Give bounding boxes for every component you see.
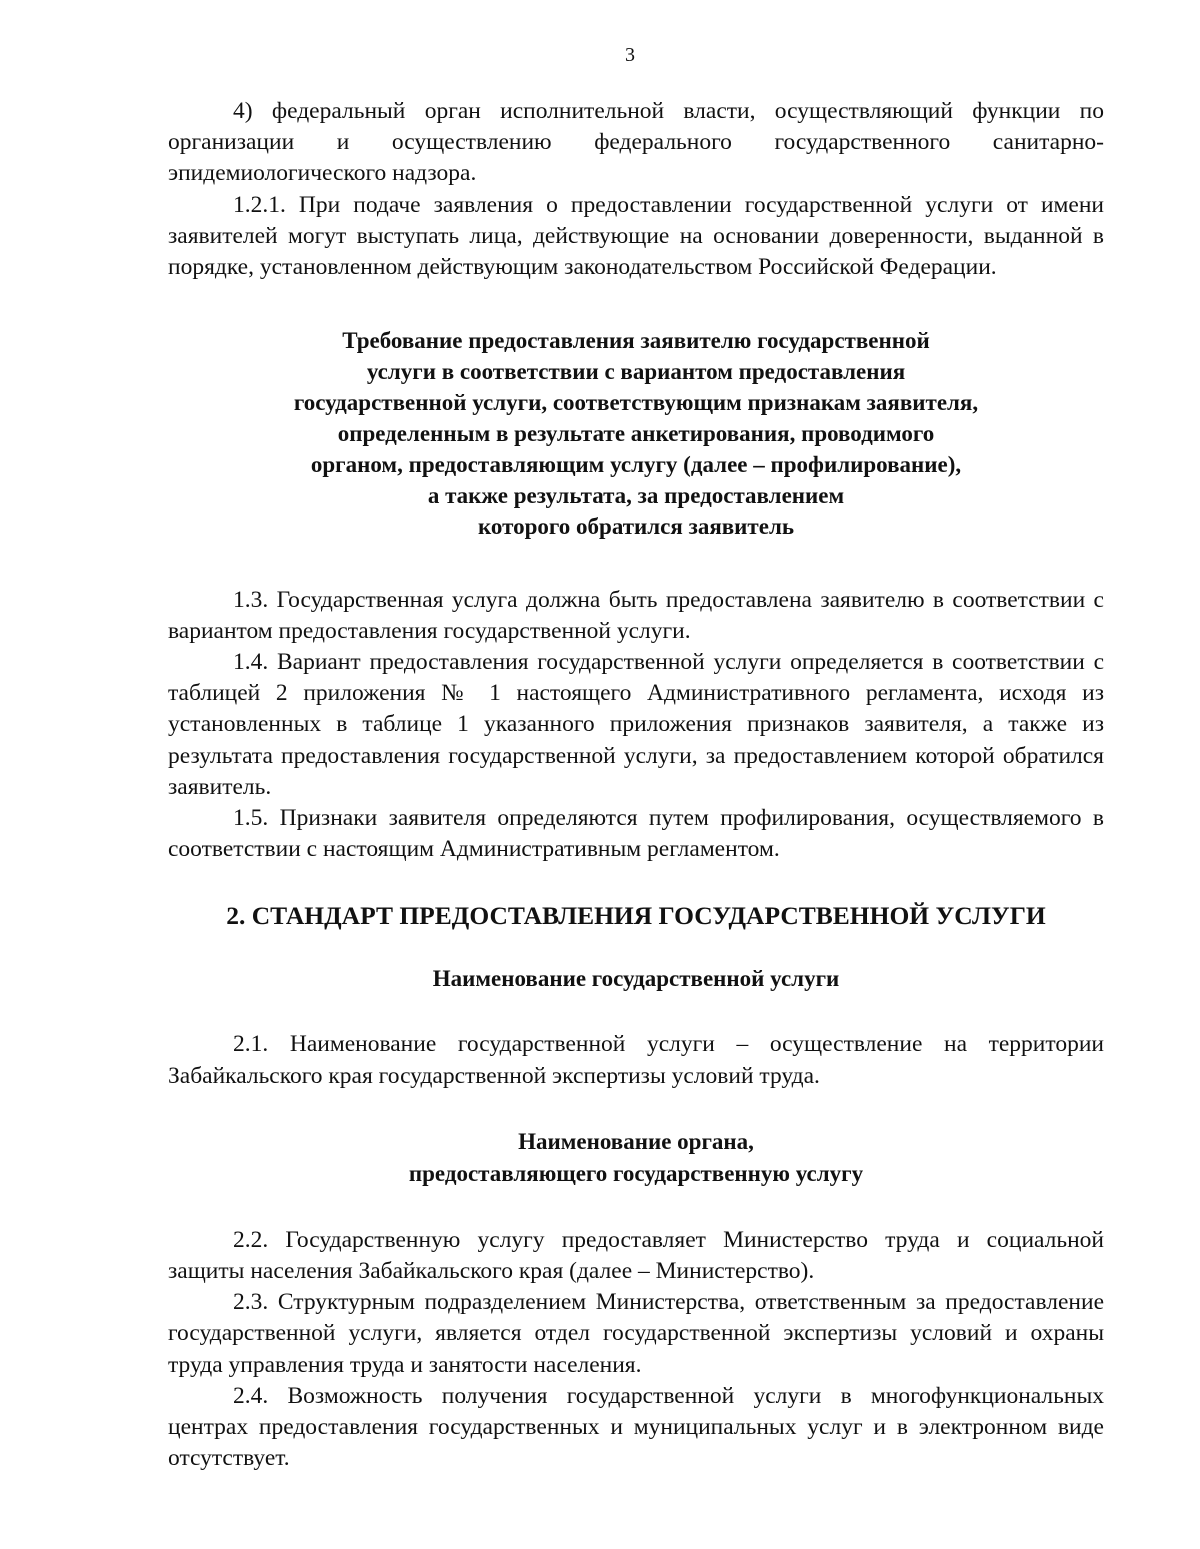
paragraph-1-3: 1.3. Государственная услуга должна быть предоставлена заявителю в соответствии с вариантом предоставления государственной услуги. [168, 586, 1104, 644]
paragraph-2-3: 2.3. Структурным подразделением Министерства, ответственным за предоставление государственной услуги, является отдел государственной экспертизы условий и охраны труда управления труда и занятости населения. [168, 1289, 1104, 1378]
heading-requirement-line: органом, предоставляющим услугу (далее – профилирование), [310, 451, 962, 477]
heading-requirement-line: Требование предоставления заявителю государственной [342, 328, 930, 354]
heading-requirement-line: государственной услуги, соответствующим признакам заявителя, [293, 390, 979, 416]
heading-authority-line: предоставляющего государственную услугу [408, 1160, 864, 1186]
paragraph-1-5: 1.5. Признаки заявителя определяются путем профилирования, осуществляемого в соответствии с настоящим Административным регламентом. [168, 804, 1104, 863]
heading-requirement-line: а также результата, за предоставлением [427, 482, 845, 508]
paragraph-1-4: 1.4. Вариант предоставления государственной услуги определяется в соответствии с таблицей 2 приложения № 1 настоящего Административного регламента, исходя из установленных в таблице 1 указанного приложения признаков заявителя, а также из результата предоставления государственной услуги, за предоставлением которой обратился заявитель. [168, 648, 1104, 800]
heading-requirement-line: определенным в результате анкетирования, проводимого [337, 420, 935, 446]
paragraph-2-2: 2.2. Государственную услугу предоставляет Министерство труда и социальной защиты населения Забайкальского края (далее – Министерство). [168, 1226, 1104, 1284]
heading-authority [168, 1126, 1104, 1190]
paragraph-1-2-1: 1.2.1. При подаче заявления о предоставлении государственной услуги от имени заявителей могут выступать лица, действующие на основании доверенности, выданной в порядке, установленном действующим законодательством Российской Федерации. [168, 191, 1104, 281]
heading-authority-line: Наименование органа, [518, 1128, 754, 1154]
heading-requirement [168, 326, 1104, 542]
heading-service-name: Наименование государственной услуги [432, 966, 840, 992]
page-number: 3 [625, 44, 635, 66]
paragraph-item-4: 4) федеральный орган исполнительной власти, осуществляющий функции по организации и осуществлению федерального государственного санитарно-эпидемиологического надзора. [168, 98, 1104, 187]
heading-requirement-line: которого обратился заявитель [477, 513, 795, 539]
section-title: 2. СТАНДАРТ ПРЕДОСТАВЛЕНИЯ ГОСУДАРСТВЕННОЙ УСЛУГИ [226, 901, 1046, 931]
document-body [168, 96, 1104, 1474]
paragraph-2-1: 2.1. Наименование государственной услуги – осуществление на территории Забайкальского края государственной экспертизы условий труда. [168, 1031, 1104, 1089]
paragraph-2-4: 2.4. Возможность получения государственной услуги в многофункциональных центрах предоставления государственных и муниципальных услуг и в электронном виде отсутствует. [168, 1382, 1104, 1472]
heading-requirement-line: услуги в соответствии с вариантом предоставления [366, 359, 906, 385]
